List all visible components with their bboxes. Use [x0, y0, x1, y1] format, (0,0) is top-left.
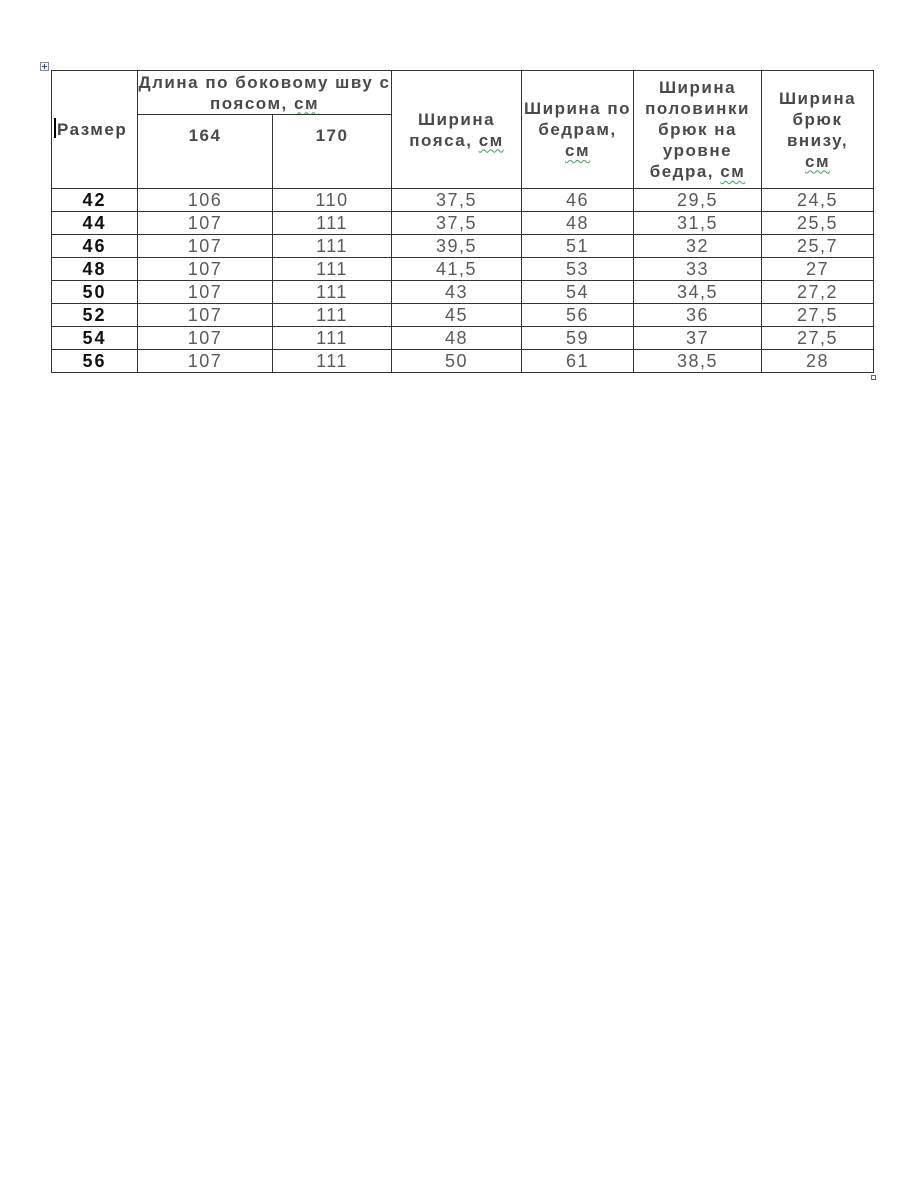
header-waist-width[interactable] [392, 71, 522, 189]
table-row [52, 350, 874, 373]
size-cell[interactable]: 42 [52, 189, 138, 212]
header-size-label: Размер [57, 119, 128, 139]
cell-bottom[interactable]: 28 [762, 350, 874, 373]
cell-len170[interactable]: 111 [273, 235, 392, 258]
cell-len170[interactable]: 111 [273, 304, 392, 327]
size-chart-table [51, 70, 874, 373]
cell-bottom[interactable]: 25,7 [762, 235, 874, 258]
cell-waist[interactable]: 41,5 [392, 258, 522, 281]
cell-bottom[interactable]: 25,5 [762, 212, 874, 235]
header-half-label: Ширина половинки брюк на уровне бедра, [645, 78, 750, 181]
cell-len164[interactable]: 106 [138, 189, 273, 212]
cell-len164[interactable]: 107 [138, 258, 273, 281]
cell-half[interactable]: 37 [634, 327, 762, 350]
cell-bottom[interactable]: 27,5 [762, 304, 874, 327]
cell-waist[interactable]: 39,5 [392, 235, 522, 258]
header-bottom-width[interactable] [762, 71, 874, 189]
table-row [52, 212, 874, 235]
cell-half[interactable]: 29,5 [634, 189, 762, 212]
cell-bottom[interactable]: 27 [762, 258, 874, 281]
cell-half[interactable]: 33 [634, 258, 762, 281]
cell-waist[interactable]: 37,5 [392, 189, 522, 212]
size-cell[interactable]: 44 [52, 212, 138, 235]
cell-hip[interactable]: 61 [522, 350, 634, 373]
cell-len164[interactable]: 107 [138, 350, 273, 373]
table-resize-handle-icon[interactable] [871, 375, 876, 380]
header-length-label: Длина по боковому шву с поясом, [138, 72, 391, 113]
cell-len164[interactable]: 107 [138, 235, 273, 258]
size-cell[interactable]: 46 [52, 235, 138, 258]
header-waist-unit: см [478, 130, 504, 150]
size-cell[interactable]: 52 [52, 304, 138, 327]
header-size[interactable] [52, 71, 138, 189]
header-bottom-label: Ширина брюк внизу, [778, 88, 857, 150]
table-row [52, 281, 874, 304]
cell-len164[interactable]: 107 [138, 281, 273, 304]
table-row [52, 327, 874, 350]
cell-waist[interactable]: 45 [392, 304, 522, 327]
header-length-unit: см [293, 93, 320, 113]
cell-half[interactable]: 36 [634, 304, 762, 327]
cell-hip[interactable]: 51 [522, 235, 634, 258]
table-row [52, 258, 874, 281]
cell-len170[interactable]: 111 [273, 350, 392, 373]
cell-len164[interactable]: 107 [138, 304, 273, 327]
table-move-handle-icon[interactable] [40, 62, 49, 71]
header-row-top [52, 71, 874, 115]
cell-hip[interactable]: 56 [522, 304, 634, 327]
header-half-width[interactable] [634, 71, 762, 189]
header-hip-label: Ширина по бедрам, [524, 99, 631, 139]
table-row [52, 189, 874, 212]
cell-len170[interactable]: 111 [273, 212, 392, 235]
text-cursor [54, 118, 56, 138]
cell-len170[interactable]: 110 [273, 189, 392, 212]
size-cell[interactable]: 48 [52, 258, 138, 281]
cell-half[interactable]: 34,5 [634, 281, 762, 304]
header-height-164[interactable]: 164 [138, 115, 273, 189]
cell-bottom[interactable]: 27,2 [762, 281, 874, 304]
cell-len164[interactable]: 107 [138, 212, 273, 235]
header-hip-width[interactable] [522, 71, 634, 189]
cell-len170[interactable]: 111 [273, 258, 392, 281]
cell-half[interactable]: 32 [634, 235, 762, 258]
cell-len170[interactable]: 111 [273, 281, 392, 304]
cell-hip[interactable]: 48 [522, 212, 634, 235]
cell-hip[interactable]: 46 [522, 189, 634, 212]
size-cell[interactable]: 50 [52, 281, 138, 304]
header-waist-label: Ширина пояса, [409, 109, 496, 150]
cell-waist[interactable]: 50 [392, 350, 522, 373]
header-length-group[interactable] [138, 71, 392, 115]
cell-hip[interactable]: 54 [522, 281, 634, 304]
size-cell[interactable]: 54 [52, 327, 138, 350]
table-row [52, 235, 874, 258]
cell-bottom[interactable]: 27,5 [762, 327, 874, 350]
cell-waist[interactable]: 43 [392, 281, 522, 304]
cell-waist[interactable]: 48 [392, 327, 522, 350]
cell-waist[interactable]: 37,5 [392, 212, 522, 235]
header-bottom-unit: см [805, 151, 831, 171]
cell-len170[interactable]: 111 [273, 327, 392, 350]
table-row [52, 304, 874, 327]
cell-half[interactable]: 38,5 [634, 350, 762, 373]
cell-bottom[interactable]: 24,5 [762, 189, 874, 212]
cell-len164[interactable]: 107 [138, 327, 273, 350]
cell-hip[interactable]: 59 [522, 327, 634, 350]
cell-half[interactable]: 31,5 [634, 212, 762, 235]
size-cell[interactable]: 56 [52, 350, 138, 373]
cell-hip[interactable]: 53 [522, 258, 634, 281]
header-hip-unit: см [565, 141, 591, 160]
header-height-170[interactable]: 170 [273, 115, 392, 189]
header-half-unit: см [720, 162, 746, 181]
table-body [52, 189, 874, 373]
